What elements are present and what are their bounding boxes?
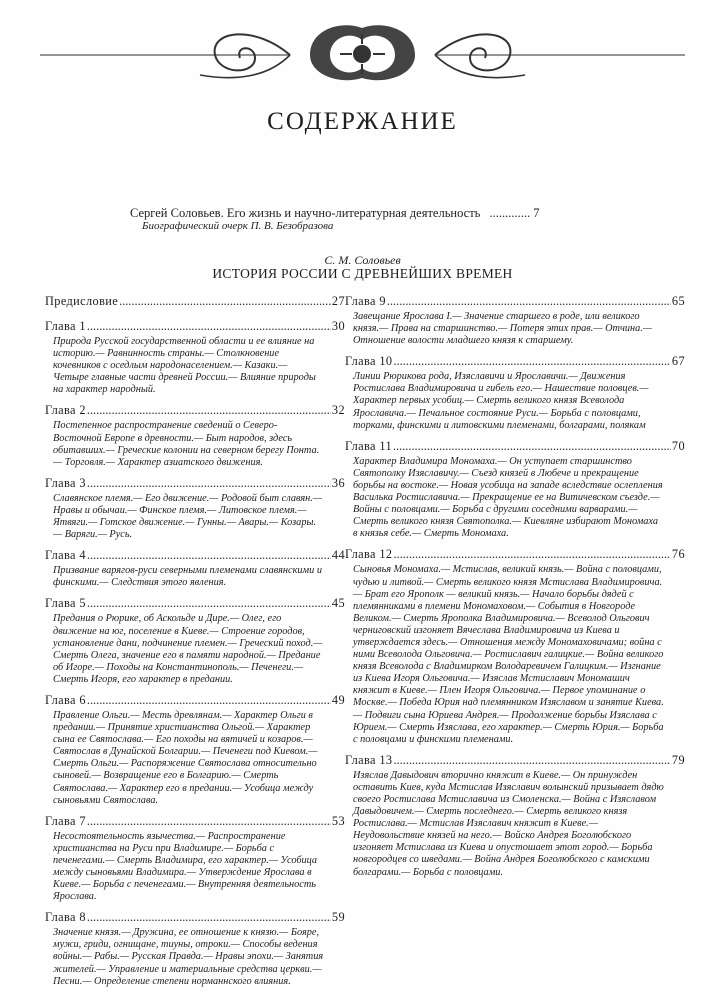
chapter-summary: Предания о Рюрике, об Аскольде и Дире.— Олег, его движение на юг, поселение в Киеве.— Строение городов, установление дани, подчинение племен.— Греческий поход.— Смерть Олега, значение его в памяти народной.— Предание об Игоре.— Походы на Константинополь.— Печенеги.— Смерть Игоря, его характер в предании. (53, 613, 323, 685)
chapter-summary: Значение князя.— Дружина, ее отношение к князю.— Бояре, мужи, гриди, огнищане, тиуны, отроки.— Способы ведения войны.— Рабы.— Русская Правда.— Нравы эпохи.— Занятия жителей.— Управление и материальные средства церкви.— Песни.— Определение степени норманнского влияния. (53, 927, 324, 987)
toc-entry[interactable] (45, 294, 345, 309)
chapter-label: Глава 9 (345, 294, 386, 308)
toc-entry-heading[interactable] (45, 319, 345, 334)
chapter-label: Глава 2 (45, 403, 86, 418)
chapter-summary: Линии Рюрикова рода, Изяславичи и Ярославичи.— Движения Ростислава Владимировича и гибель его.— Нашествие половцев.— Характер первых усобиц.— Смерть великого князя Всеволода Ярославича.— Печальное состояние Руси.— Борьба с половцами, торками, финскими и литовскими племенами, болгарами, полякам (353, 371, 649, 431)
biography-entry[interactable] (130, 206, 540, 233)
chapter-summary: Завещание Ярослава I.— Значение старшего в роде, или великого князя.— Права на старшинство.— Потеря этих прав.— Отчина.— Отношение волости младшего князя к старшему. (353, 311, 652, 347)
header-ornament (40, 20, 685, 90)
toc-right-column (345, 294, 685, 886)
chapter-label: Глава 11 (345, 438, 392, 453)
chapter-label: Глава 10 (345, 354, 393, 369)
leader-dots (387, 294, 671, 309)
leader-dots (87, 814, 331, 829)
book-title: ИСТОРИЯ РОССИИ С ДРЕВНЕЙШИХ ВРЕМЕН (212, 266, 513, 281)
page-number: 67 (671, 354, 685, 369)
toc-entry[interactable] (45, 910, 345, 987)
toc-entry[interactable] (45, 403, 345, 468)
chapter-label: Глава 8 (45, 910, 86, 925)
leader-dots (87, 403, 331, 418)
leader-dots (119, 294, 331, 309)
page-number: 36 (331, 475, 345, 490)
page-number: 59 (331, 910, 345, 925)
biography-subtitle: Биографический очерк П. В. Безобразова (142, 220, 334, 232)
page-number: 79 (671, 752, 685, 767)
toc-entry-heading[interactable] (345, 354, 685, 369)
leader-dots (393, 354, 670, 369)
toc-entry-heading[interactable] (45, 693, 345, 708)
chapter-summary: Славянское племя.— Его движение.— Родовой быт славян.— Нравы и обычаи.— Финское племя.— Литовское племя.— Ятвяги.— Готское движение.— Гунны.— Авары.— Козары.— Варяги.— Русь. (53, 492, 322, 541)
toc-entry-heading[interactable] (345, 439, 685, 454)
chapter-label: Глава 3 (45, 475, 86, 490)
toc-entry[interactable] (45, 596, 345, 686)
chapter-summary: Правление Ольги.— Месть древлянам.— Характер Ольги в предании.— Принятие христианства Ольгой.— Характер сына ее Святослава.— Его походы на вятичей и козаров.— Святослав в Дунайской Болгарии.— Печенеги под Киевом.— Смерть Ольги.— Распоряжение Святослава относительно сыновей.— Возвращение его в Болгарию.— Смерть Святослава.— Характер его в предании.— Усобица между сыновьями Святослава. (53, 709, 318, 806)
page-number: 70 (671, 438, 685, 453)
page-number: 32 (331, 403, 345, 418)
toc-entry[interactable] (45, 548, 345, 589)
toc-entry-heading[interactable] (345, 547, 685, 562)
toc-entry[interactable] (345, 294, 685, 347)
leader-dots (393, 753, 670, 768)
page-number: 45 (331, 596, 345, 611)
leader-dots (87, 476, 331, 491)
chapter-label: Глава 5 (45, 596, 86, 611)
chapter-label: Глава 7 (45, 813, 86, 828)
toc-entry-heading[interactable] (45, 814, 345, 829)
chapter-label: Глава 12 (345, 547, 393, 562)
toc-entry[interactable] (45, 814, 345, 904)
toc-entry-heading[interactable] (45, 294, 345, 309)
toc-entry-heading[interactable] (45, 403, 345, 418)
toc-entry[interactable] (345, 354, 685, 431)
toc-entry[interactable] (45, 476, 345, 541)
toc-entry-heading[interactable] (45, 910, 345, 925)
leader-dots (393, 439, 671, 454)
leader-dots (87, 596, 331, 611)
page-number: 76 (671, 547, 685, 562)
toc-left-column (45, 294, 345, 995)
leader-dots (87, 319, 331, 334)
page-title: СОДЕРЖАНИЕ (267, 108, 458, 135)
leader-dots (87, 910, 331, 925)
leader-dots (87, 693, 331, 708)
page-number: 53 (331, 813, 345, 828)
toc-entry-heading[interactable] (45, 476, 345, 491)
chapter-summary: Природа Русской государственной области и ее влияние на историю.— Равнинность страны.— Столкновение кочевников с оседлым народонаселением.— Казаки.— Четыре главные части древней России.— Влияние природы на характер народный. (53, 336, 316, 396)
chapter-summary: Призвание варягов-руси северными племенами славянскими и финскими.— Следствия этого явления. (53, 565, 322, 589)
page-number: 49 (331, 692, 345, 707)
toc-entry[interactable] (45, 693, 345, 807)
chapter-summary: Несостоятельность язычества.— Распространение христианства на Руси при Владимире.— Борьба с печенегами.— Смерть Владимира, его характер.— Усобица между сыновьями Владимира.— Утверждение Ярослава в Киеве.— Борьба с печенегами.— Внутренняя деятельность Ярослава. (53, 830, 318, 903)
toc-entry[interactable] (345, 439, 685, 541)
page-number: 44 (331, 548, 345, 563)
leader-dots (87, 548, 331, 563)
biography-dots: ............. (489, 206, 531, 220)
toc-entry[interactable] (345, 753, 685, 879)
page-number: 30 (331, 319, 345, 333)
author-name: С. М. Соловьев (324, 253, 401, 267)
chapter-label: Предисловие (45, 294, 119, 308)
chapter-summary: Характер Владимира Мономаха.— Он уступает старшинство Святополку Изяславичу.— Съезд князей в Любече и прекращение борьбы на востоке.— Новая усобица на западе вследствие ослепления Василька Ростиславича.— Прекращение ее на Витичевском съезде.— Войны с половцами.— Борьба с другими соседними варварами.— Смерть великого князя Святополка.— Киевляне избирают Мономаха в князья себе.— Смерть Мономаха. (353, 455, 663, 540)
chapter-label: Глава 13 (345, 752, 393, 767)
chapter-label: Глава 4 (45, 548, 86, 563)
page-number: 27 (331, 294, 345, 308)
chapter-summary: Сыновья Мономаха.— Мстислав, великий князь.— Война с половцами, чудью и литвой.— Смерть великого князя Мстислава Владимировича.— Брат его Ярополк — великий князь.— Начало борьбы дядей с племянниками в племени Мономаховом.— События в Новгороде Великом.— Смерть Ярополка Владимировича.— Всеволод Ольгович черниговский изгоняет Вячеслава Владимировича из Киева и утверждается здесь.— Отношения между Мономаховичами; война с ними Всеволода Ольговича.— Ростиславич галицкие.— Война великого князя Всеволода с Владимирком Володаревичем Галицким.— Изгнание из Киева Игоря Ольговича.— Изяслав Мстиславич Мономашич княжит в Киеве.— Плен Игоря Ольговича.— Первое упоминание о Москве.— Победа Юрия над племянником Изяславом и занятие Киева.— Подвиги сына Юриева Андрея.— Продолжение борьбы Изяслава с Юрием.— Смерть Изяслава, его характер.— Смерть Юрия.— Борьба с половцами и финскими племенами. (353, 564, 664, 745)
toc-entry-heading[interactable] (345, 753, 685, 768)
biography-page-number: 7 (533, 206, 540, 220)
chapter-label: Глава 1 (45, 319, 86, 333)
toc-entry-heading[interactable] (345, 294, 685, 309)
toc-entry[interactable] (345, 547, 685, 745)
toc-entry-heading[interactable] (45, 596, 345, 611)
toc-entry-heading[interactable] (45, 548, 345, 563)
chapter-summary: Изяслав Давыдович вторично княжит в Киеве.— Он принужден оставить Киев, куда Мстислав Изяславич волынский призывает дядю своего Ростислава Мстиславича из Смоленска.— Война с Изяславом Давыдовичем.— Смерть последнего.— Смерть великого князя Ростислава.— Мстислав Изяславич княжит в Киеве.— Неудовольствие князей на него.— Войско Андрея Боголюбского изгоняет Мстислава из Киева и опустошает этот город.— Борьба новгородцев со шведами.— Война Андрея Боголюбского с камскими болгарами.— Борьба с половцами. (353, 769, 664, 878)
chapter-label: Глава 6 (45, 692, 86, 707)
chapter-summary: Постепенное распространение сведений о Северо-Восточной Европе в древности.— Быт народов, здесь обитавших.— Греческие колонии на северном берегу Понта.— Торговля.— Характер азиатского движения. (53, 420, 320, 468)
leader-dots (393, 547, 670, 562)
biography-label: Сергей Соловьев. Его жизнь и научно-литературная деятельность (130, 206, 481, 220)
page-number: 65 (671, 294, 685, 308)
toc-entry[interactable] (45, 319, 345, 396)
